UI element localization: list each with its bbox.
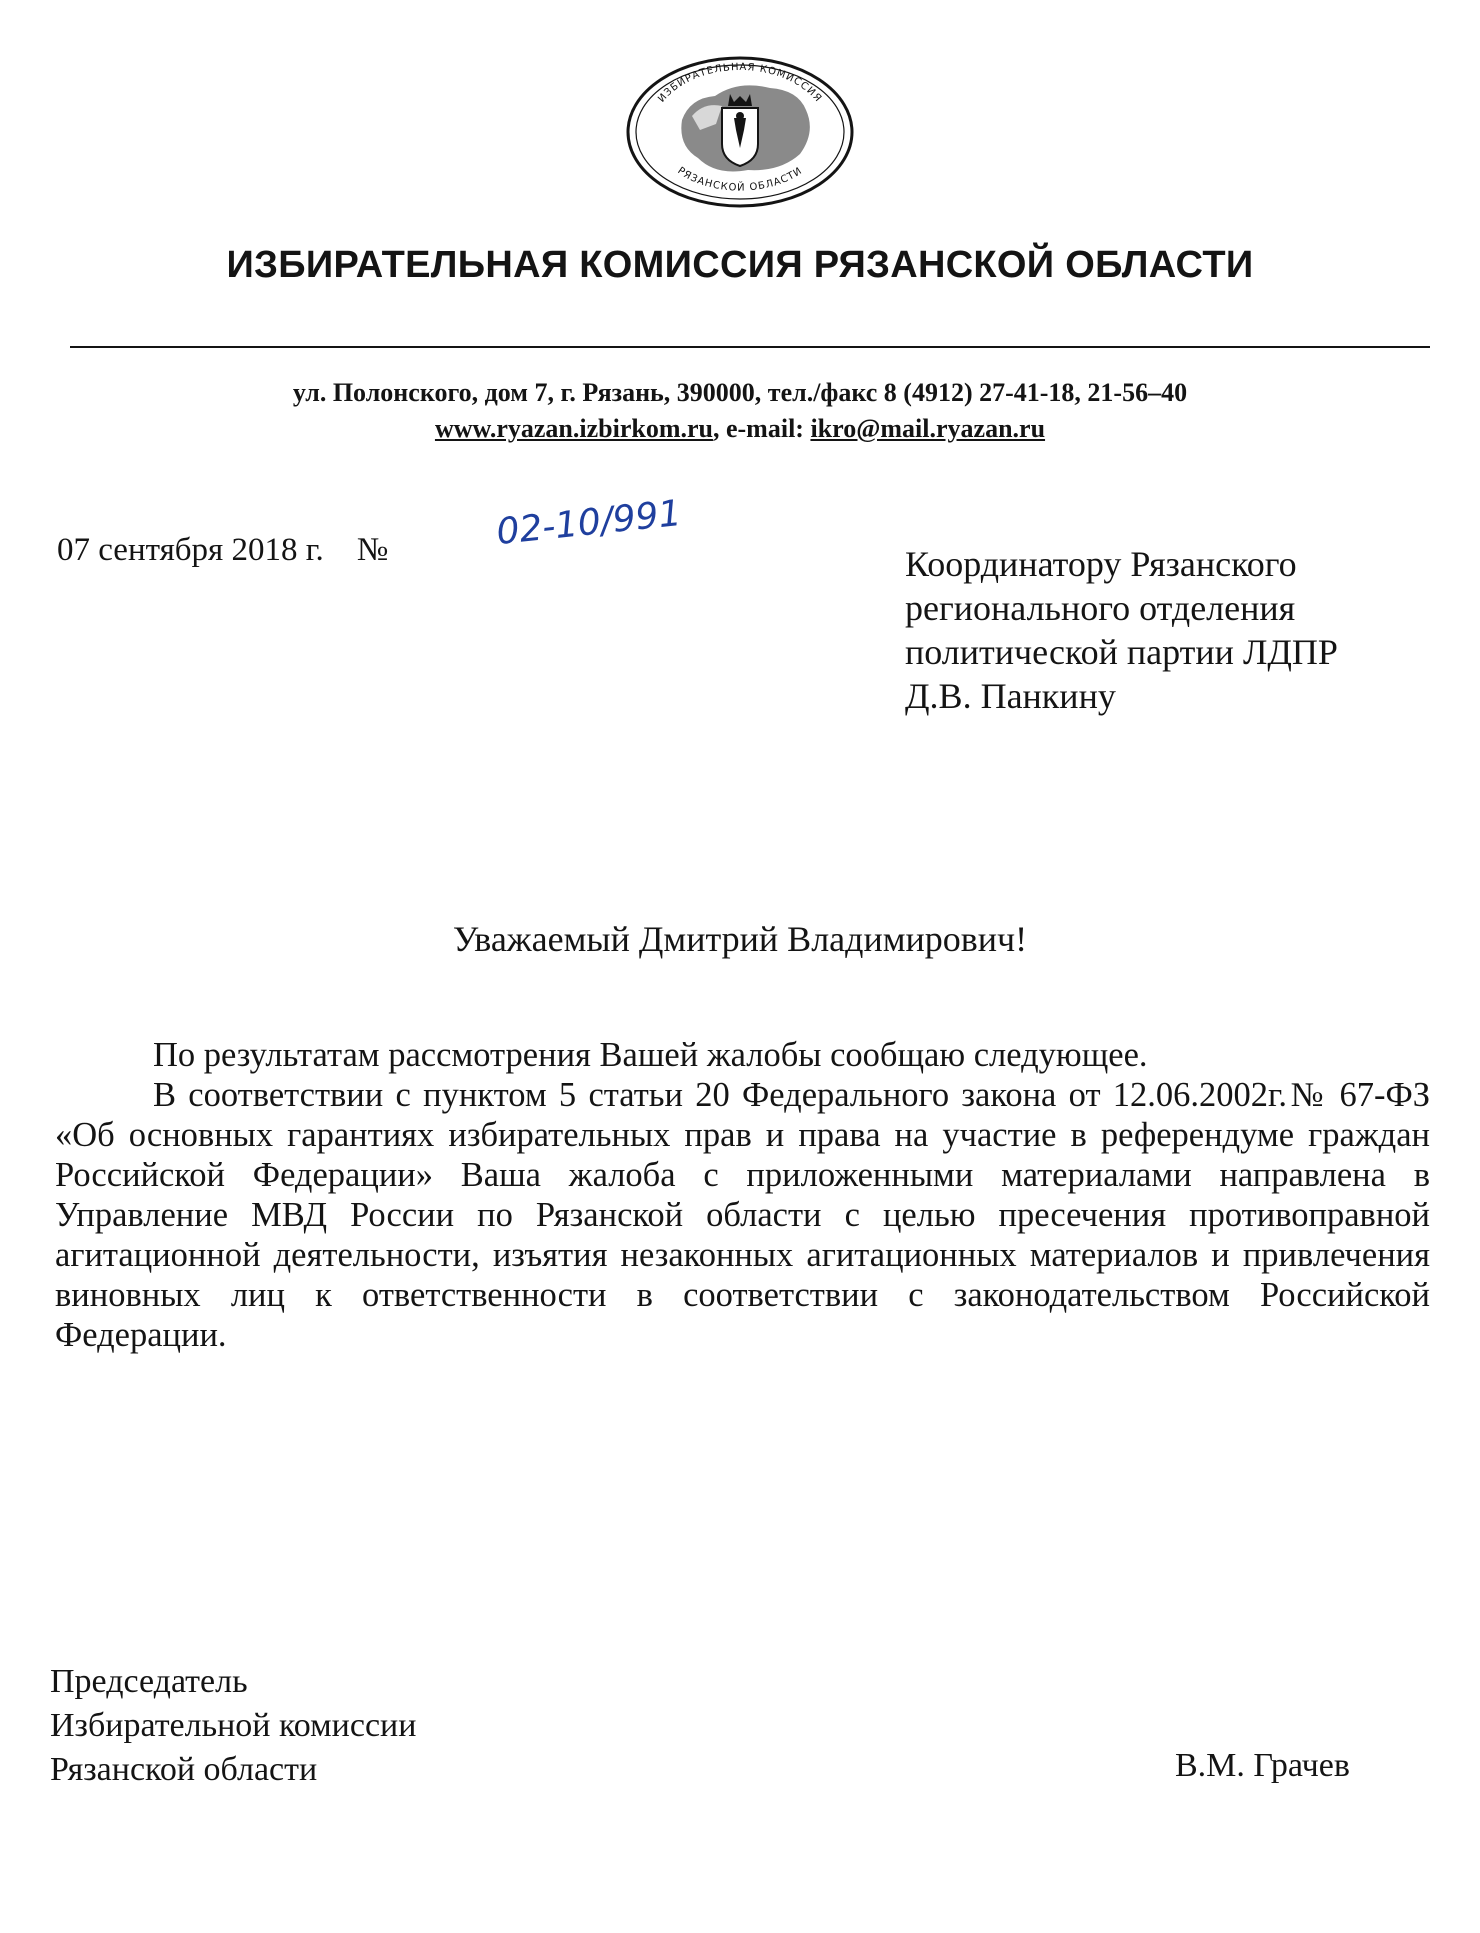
signature-title-line: Рязанской области <box>50 1751 318 1788</box>
signature-title-line: Председатель <box>50 1663 248 1700</box>
recipient-line: Координатору Рязанского <box>905 544 1297 584</box>
recipient-name: Д.В. Панкину <box>905 676 1116 716</box>
email-label: , e-mail: <box>712 414 811 443</box>
signature-title-line: Избирательной комиссии <box>50 1707 417 1744</box>
header-divider <box>70 346 1430 348</box>
document-date: 07 сентября 2018 г. <box>57 532 324 568</box>
salutation: Уважаемый Дмитрий Владимирович! <box>452 919 1028 959</box>
contacts-line <box>0 414 1480 444</box>
document-number-label: № <box>356 532 389 568</box>
commission-emblem-icon <box>620 50 860 210</box>
email-link[interactable]: ikro@mail.ryazan.ru <box>810 414 1046 443</box>
signature-title <box>50 1660 416 1792</box>
emblem-ring-top-text: ИЗБИРАТЕЛЬНАЯ КОМИССИЯ <box>656 61 824 105</box>
signer-name: В.М. Грачев <box>1175 1747 1350 1784</box>
letter-body <box>55 1035 1430 1355</box>
body-paragraph-2: В соответствии с пунктом 5 статьи 20 Федерального закона от 12.06.2002г.№ 67-ФЗ «Об основных гарантиях избирательных прав и права на участие в референдуме граждан Российской Федерации» Ваша жалоба с приложенными материалами направлена в Управление МВД России по Рязанской области с целью пресечения противоправной агитационной деятельности, изъятия незаконных агитационных материалов и привлечения виновных лиц к ответственности в соответствии с законодательством Российской Федерации. <box>55 1076 1430 1354</box>
emblem-ring-bottom-text: РЯЗАНСКОЙ ОБЛАСТИ <box>675 165 805 194</box>
recipient-line: регионального отделения <box>905 588 1296 628</box>
body-paragraph-1: По результатам рассмотрения Вашей жалобы сообщаю следующее. <box>153 1036 1148 1074</box>
organization-title: ИЗБИРАТЕЛЬНАЯ КОМИССИЯ РЯЗАНСКОЙ ОБЛАСТИ <box>226 244 1254 286</box>
website-link[interactable]: www.ryazan.izbirkom.ru <box>434 414 713 443</box>
recipient-line: политической партии ЛДПР <box>905 632 1338 672</box>
recipient-block <box>905 542 1338 718</box>
address-line: ул. Полонского, дом 7, г. Рязань, 390000, тел./факс 8 (4912) 27-41-18, 21-56–40 <box>292 378 1188 407</box>
document-date-line <box>57 532 388 569</box>
document-number-handwritten: 02-10/991 <box>494 492 684 554</box>
